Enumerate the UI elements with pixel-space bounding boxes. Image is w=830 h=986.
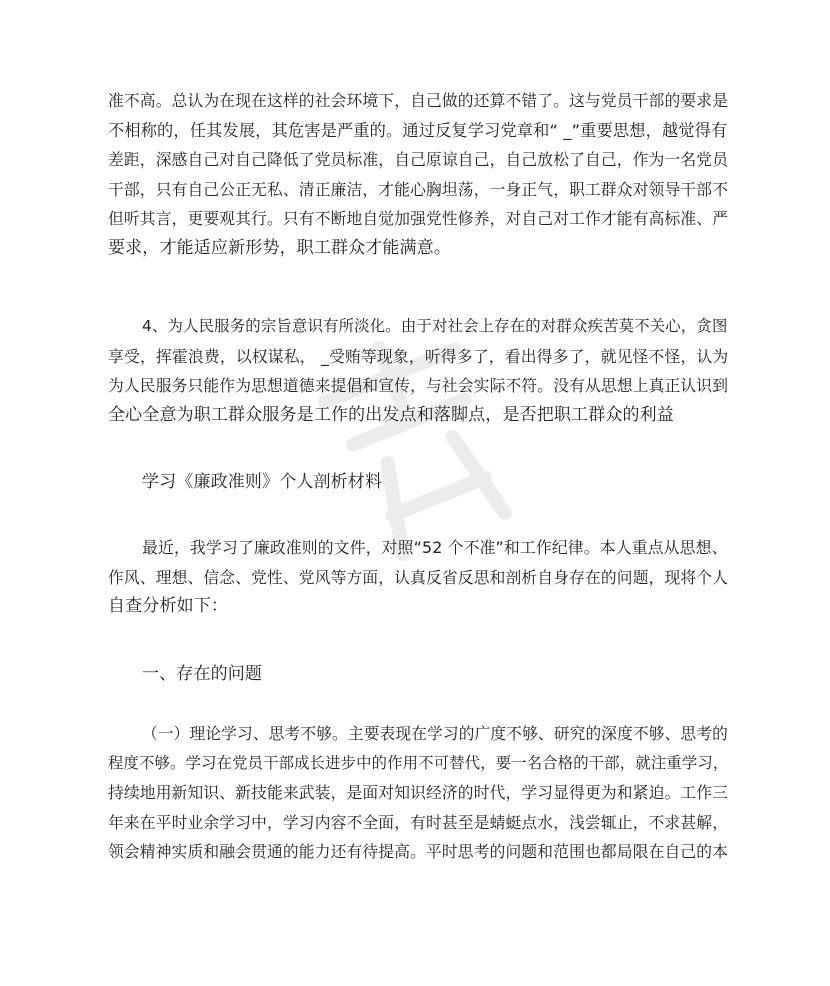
text-line: 准不高。总认为在现在这样的社会环境下，自己做的还算不错了。这与党员干部的要求是 [108,91,729,110]
section-heading: 一、存在的问题 [142,664,263,684]
document-title: 学习《廉政准则》个人剖析材料 [142,472,383,492]
text-line: 年来在平时业余学习中，学习内容不全面，有时甚至是蜻蜓点水，浅尝辄止，不求甚解， [108,812,729,832]
text-line: （一）理论学习、思考不够。主要表现在学习的广度不够、研究的深度不够、思考的 [142,724,728,743]
text-line: 自查分析如下： [108,596,229,617]
paragraph-intro [108,533,728,622]
text-line: 不相称的，任其发展，其危害是严重的。通过反复学习党章和“ _”重要思想，越觉得有 [108,120,728,140]
text-line: 差距，深感自己对自己降低了党员标准，自己原谅自己，自己放松了自己，作为一名党员 [108,150,729,170]
text-line: 干部，只有自己公正无私、清正廉洁，才能心胸坦荡，一身正气，职工群众对领导干部不 [108,179,729,199]
text-line: 作风、理想、信念、党性、党风等方面，认真反省反思和剖析自身存在的问题，现将个人 [108,567,729,587]
text-line: 享受，挥霍浪费，以权谋私， _受贿等现象，听得多了，看出得多了，就见怪不怪，认为 [108,346,729,366]
text-line: 程度不够。学习在党员干部成长进步中的作用不可替代，要一名合格的干部，就注重学习， [108,753,729,772]
text-line: 但听其言，更要观其行。只有不断地自觉加强党性修养，对自己对工作才能有高标准、严 [108,209,729,229]
text-line: 最近，我学习了廉政准则的文件，对照“52 个不准”和工作纪律。本人重点从思想、 [142,538,728,557]
paragraph-continuation [108,86,728,264]
text-line: 全心全意为职工群众服务是工作的出发点和落脚点，是否把职工群众的利益 [108,404,674,425]
text-line: 持续地用新知识、新技能来武装，是面对知识经济的时代，学习显得更为和紧迫。工作三 [108,783,729,803]
text-line: 领会精神实质和融会贯通的能力还有待提高。平时思考的问题和范围也都局限在自己的本 [108,842,729,862]
paragraph-item-4 [108,312,728,430]
text-line: 4、为人民服务的宗旨意识有所淡化。由于对社会上存在的对群众疾苦莫不关心，贪图 [142,317,728,335]
paragraph-problem-1 [108,719,728,867]
text-line: 要求，才能适应新形势，职工群众才能满意。 [108,237,451,258]
text-line: 为人民服务只能作为思想道德来提倡和宣传，与社会实际不符。没有从思想上真正认识到 [108,376,729,396]
